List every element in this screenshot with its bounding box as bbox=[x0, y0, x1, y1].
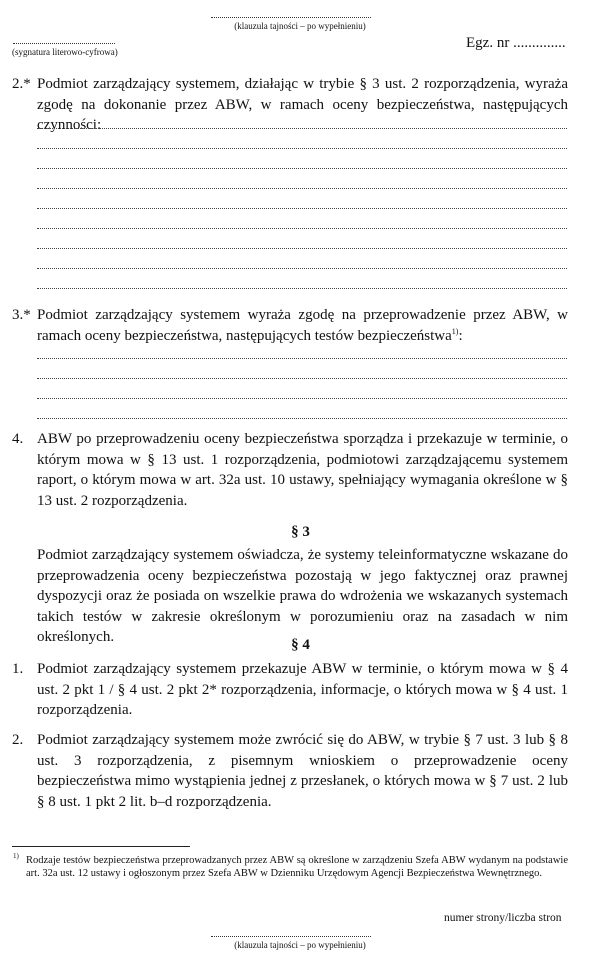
copy-number-field[interactable]: .............. bbox=[513, 35, 566, 51]
item-2-fill-line[interactable] bbox=[37, 288, 567, 289]
item-2-fill-line[interactable] bbox=[37, 268, 567, 269]
item-2-fill-line[interactable] bbox=[37, 228, 567, 229]
item-3-text-block bbox=[37, 305, 568, 346]
item-3-fill-line[interactable] bbox=[37, 418, 567, 419]
signature-label: (sygnatura literowo-cyfrowa) bbox=[12, 47, 118, 57]
copy-number bbox=[466, 35, 566, 51]
signature-fill-line[interactable] bbox=[13, 43, 115, 44]
par-3-heading: § 3 bbox=[291, 524, 310, 540]
par-4-item-2-text: Podmiot zarządzający systemem może zwrócić się do ABW, w trybie § 7 ust. 3 lub § 8 ust. 3 rozporządzenia, z pisemnym wnioskiem o przeprowadzenie oceny bezpieczeństwa mimo wystąpienia jednej z przesłanek, o których mowa w § 7 ust. 2 lub § 8 ust. 1 pkt 2 lit. b–d rozporządzenia. bbox=[37, 732, 568, 810]
item-3-fill-line[interactable] bbox=[37, 398, 567, 399]
item-2-fill-line[interactable] bbox=[37, 128, 567, 129]
item-2-fill-line[interactable] bbox=[37, 148, 567, 149]
item-3-fill-line[interactable] bbox=[37, 358, 567, 359]
item-4-text: ABW po przeprowadzeniu oceny bezpieczeństwa sporządza i przekazuje w terminie, o którym mowa w § 13 ust. 1 rozporządzenia, podmiotowi zarządzającemu systemem raport, o którym mowa w art. 32a ust. 10 ustawy, spełniający wymagania określone w § 13 ust. 2 rozporządzenia. bbox=[37, 431, 568, 509]
item-4-number: 4. bbox=[12, 431, 24, 447]
item-3-number: 3.* bbox=[12, 307, 31, 323]
item-3-text: Podmiot zarządzający systemem wyraża zgodę na przeprowadzenie przez ABW, w ramach oceny bezpieczeństwa, następujących testów bezpieczeństwa bbox=[37, 307, 568, 344]
page-number-label: numer strony/liczba stron bbox=[444, 912, 562, 924]
item-2-fill-line[interactable] bbox=[37, 208, 567, 209]
item-2-number: 2.* bbox=[12, 76, 31, 92]
par-4-heading: § 4 bbox=[291, 637, 310, 653]
footnote-separator bbox=[12, 846, 190, 847]
classification-fill-line-bottom[interactable] bbox=[211, 936, 371, 937]
par-4-item-1-text: Podmiot zarządzający systemem przekazuje ABW w terminie, o którym mowa w § 4 ust. 2 pkt 1 / § 4 ust. 2 pkt 2* rozporządzenia, informacje, o których mowa w § 4 ust. 1 rozporządzenia. bbox=[37, 661, 568, 718]
item-3-text-end: : bbox=[458, 327, 463, 344]
classification-label-bottom: (klauzula tajności – po wypełnieniu) bbox=[234, 940, 366, 950]
item-2-text: Podmiot zarządzający systemem, działając w trybie § 3 ust. 2 rozporządzenia, wyraża zgodę na dokonanie przez ABW, w ramach oceny bezpieczeństwa, następujących czynności: bbox=[37, 76, 568, 133]
footnote-marker: 1) bbox=[13, 852, 19, 860]
copy-number-label: Egz. nr bbox=[466, 35, 510, 51]
item-2-fill-line[interactable] bbox=[37, 168, 567, 169]
classification-label-top: (klauzula tajności – po wypełnieniu) bbox=[234, 21, 366, 31]
par-4-item-1-number: 1. bbox=[12, 661, 24, 677]
classification-fill-line-top[interactable] bbox=[211, 17, 371, 18]
footnote-text: Rodzaje testów bezpieczeństwa przeprowadzanych przez ABW są określone w zarządzeniu Szefa ABW wydanym na podstawie art. 32a ust. 12 ustawy i ogłoszonym przez Szefa ABW w Dzienniku Urzędowym Agencji Bezpieczeństwa Wewnętrznego. bbox=[26, 855, 568, 879]
par-4-item-2-number: 2. bbox=[12, 732, 24, 748]
item-2-fill-line[interactable] bbox=[37, 248, 567, 249]
item-2-fill-line[interactable] bbox=[37, 188, 567, 189]
item-3-fill-line[interactable] bbox=[37, 378, 567, 379]
par-3-text: Podmiot zarządzający systemem oświadcza, że systemy teleinformatyczne wskazane do przeprowadzenia oceny bezpieczeństwa pozostają w jego faktycznej oraz prawnej dyspozycji oraz że posiada on wszelkie prawa do wdrożenia we wskazanych systemach takich testów w zakresie określonym w porozumieniu oraz na zasadach w nim określonych. bbox=[37, 547, 568, 645]
footnote-ref-1[interactable]: 1) bbox=[451, 326, 459, 336]
